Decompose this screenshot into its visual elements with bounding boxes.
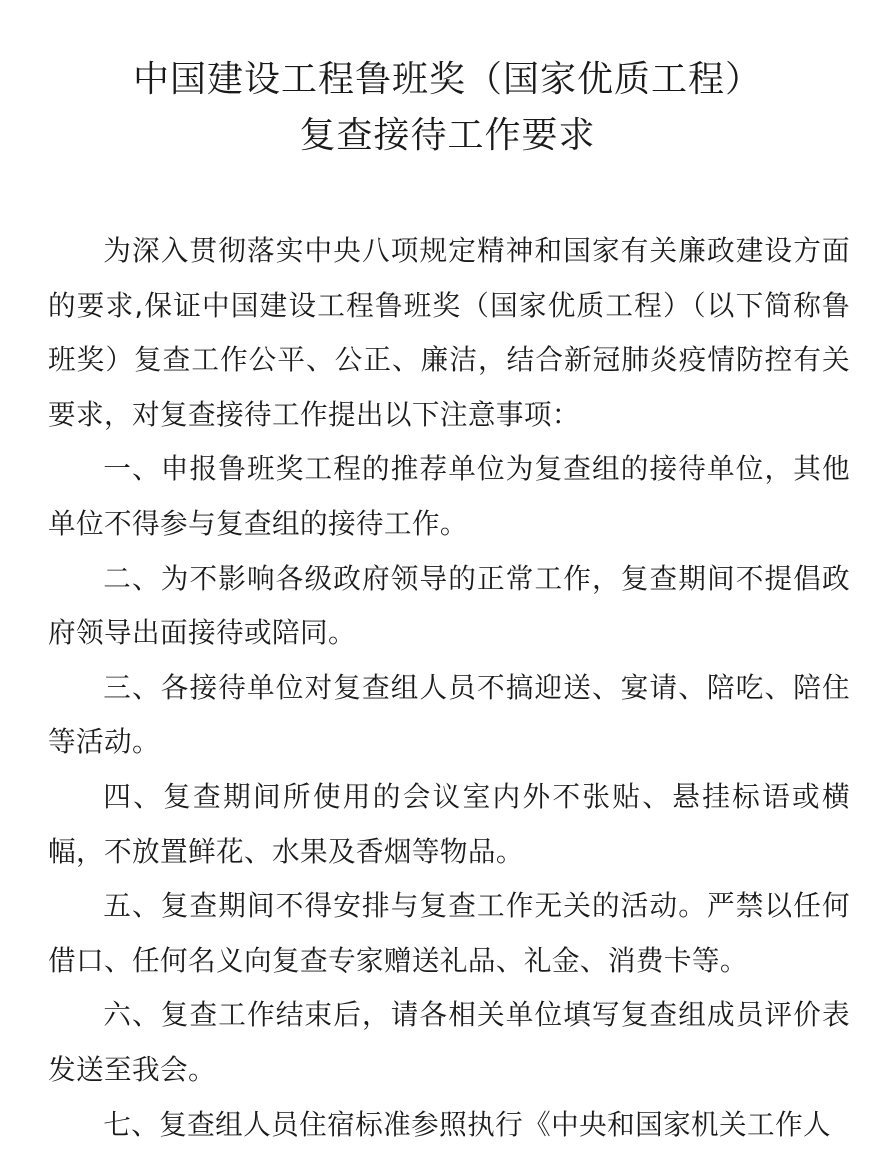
document-title-line-1: 中国建设工程鲁班奖（国家优质工程）	[132, 59, 762, 100]
paragraph-item-3: 三、各接待单位对复查组人员不搞迎送、宴请、陪吃、陪住等活动。	[48, 670, 850, 759]
paragraph-item-2: 二、为不影响各级政府领导的正常工作，复查期间不提倡政府领导出面接待或陪同。	[48, 561, 850, 650]
paragraph-item-1: 一、申报鲁班奖工程的推荐单位为复查组的接待单位，其他单位不得参与复查组的接待工作。	[48, 452, 850, 540]
document-body	[48, 224, 850, 1152]
paragraph-item-7: 七、复查组人员住宿标准参照执行《中央和国家机关工作人	[103, 1107, 832, 1141]
paragraph-item-4: 四、复查期间所使用的会议室内外不张贴、悬挂标语或横幅，不放置鲜花、水果及香烟等物品。	[48, 779, 850, 868]
document-title-line-2: 复查接待工作要求	[299, 115, 596, 156]
paragraph-item-6: 六、复查工作结束后，请各相关单位填写复查组成员评价表发送至我会。	[48, 998, 850, 1086]
paragraph-intro: 为深入贯彻落实中央八项规定精神和国家有关廉政建设方面的要求,保证中国建设工程鲁班奖（国家优质工程）（以下简称鲁班奖）复查工作公平、公正、廉洁，结合新冠肺炎疫情防控有关要求，对复查接待工作提出以下注意事项：	[48, 234, 850, 431]
paragraph-item-5: 五、复查期间不得安排与复查工作无关的活动。严禁以任何借口、任何名义向复查专家赠送礼品、礼金、消费卡等。	[48, 889, 850, 977]
